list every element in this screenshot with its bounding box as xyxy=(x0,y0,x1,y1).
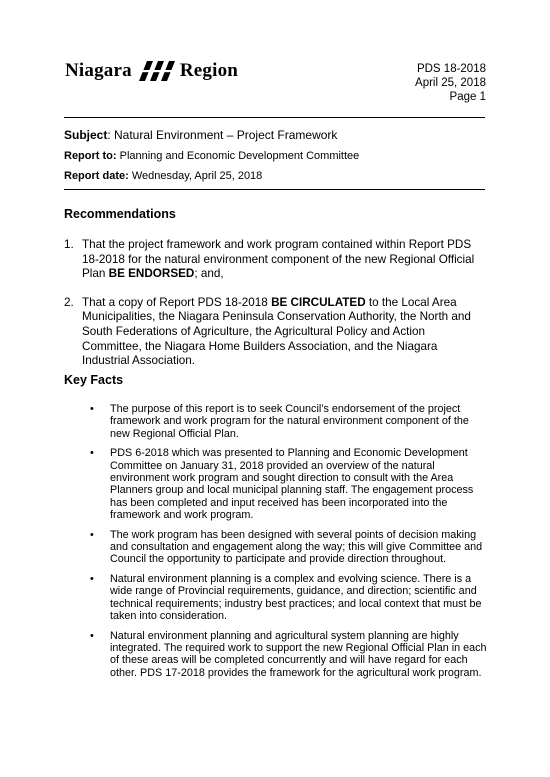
report-number: PDS 18-2018 xyxy=(416,63,486,75)
subject-line xyxy=(64,128,337,142)
recommendation-emphasis: BE ENDORSED xyxy=(108,267,195,281)
recommendation-number: 1. xyxy=(64,238,74,251)
recommendations-list xyxy=(64,238,488,369)
key-fact-text: Natural environment planning and agricultural system planning are highly integrated. The required work to support the new Regional Official Plan in each of these areas will be completed concurrently and will have regard for each other. PDS 17-2018 provides the framework for the agricultural work program. xyxy=(110,629,487,679)
logo-text-left: Niagara xyxy=(65,60,132,81)
recommendations-heading: Recommendations xyxy=(64,207,176,221)
subject-label: Subject xyxy=(64,128,108,142)
key-fact-text: The purpose of this report is to seek Council’s endorsement of the project framework and work program for the natural environment component of the new Regional Official Plan. xyxy=(110,403,469,440)
key-facts-list xyxy=(88,403,488,679)
bullet-marker: • xyxy=(90,447,94,460)
bottom-divider xyxy=(64,189,485,190)
key-facts-heading: Key Facts xyxy=(64,373,124,387)
report-reference xyxy=(415,62,486,104)
report-to-label: Report to: xyxy=(64,150,117,162)
report-date-line xyxy=(64,170,262,182)
key-fact-item xyxy=(88,630,488,680)
key-fact-item xyxy=(88,573,488,623)
key-fact-item xyxy=(88,447,488,521)
recommendation-text-end: ; and, xyxy=(194,267,224,281)
report-date-value: Wednesday, April 25, 2018 xyxy=(128,170,263,182)
recommendation-emphasis: BE CIRCULATED xyxy=(271,295,366,309)
page-number: Page 1 xyxy=(449,91,486,103)
key-fact-text: Natural environment planning is a complex and evolving science. There is a wide range of Provincial requirements, guidance, and direction; scientific and technical requirements; industry best practices; and local context that must be taken into consideration. xyxy=(110,572,482,623)
report-header-date: April 25, 2018 xyxy=(415,77,486,89)
top-divider xyxy=(64,117,485,118)
report-to-value: Planning and Economic Development Committee xyxy=(116,150,360,162)
niagara-region-logo xyxy=(65,60,238,82)
logo-text-right: Region xyxy=(179,60,239,81)
bullet-marker: • xyxy=(90,629,94,642)
key-fact-text: PDS 6-2018 which was presented to Planning and Economic Development Committee on January 31, 2018 provided an overview of the natural environment work program and sought direction to consult with the Area Planners group and local municipal planning staff. The engagement process has been completed and input received has been incorporated into the framework and work program. xyxy=(110,447,474,522)
report-to-line xyxy=(64,150,359,162)
recommendation-text: That a copy of Report PDS 18-2018 xyxy=(82,295,272,309)
recommendation-number: 2. xyxy=(64,295,74,309)
key-fact-item xyxy=(88,529,488,566)
recommendation-item xyxy=(64,296,488,369)
bullet-marker: • xyxy=(90,403,94,415)
logo-mark-icon xyxy=(137,61,175,81)
recommendation-item xyxy=(64,238,488,282)
recommendation-text-end: to the Local Area Municipalities, the Niagara Peninsula Conservation Authority, the North and South Federations of Agriculture, the Agricultural Policy and Action Committee, the Niagara Home Builders Association, and the Niagara Industrial Association. xyxy=(82,295,471,368)
bullet-marker: • xyxy=(90,528,94,541)
key-fact-text: The work program has been designed with several points of decision making and consultation and engagement along the way; this will give Committee and Council the opportunity to participate and provide direction throughout. xyxy=(110,528,483,566)
subject-value: : Natural Environment – Project Framework xyxy=(107,128,338,142)
report-date-label: Report date: xyxy=(64,170,129,182)
recommendation-text: That the project framework and work program contained within Report PDS 18-2018 for the natural environment component of the new Regional Official Plan xyxy=(82,238,475,281)
bullet-marker: • xyxy=(90,572,94,585)
key-fact-item xyxy=(88,403,488,440)
